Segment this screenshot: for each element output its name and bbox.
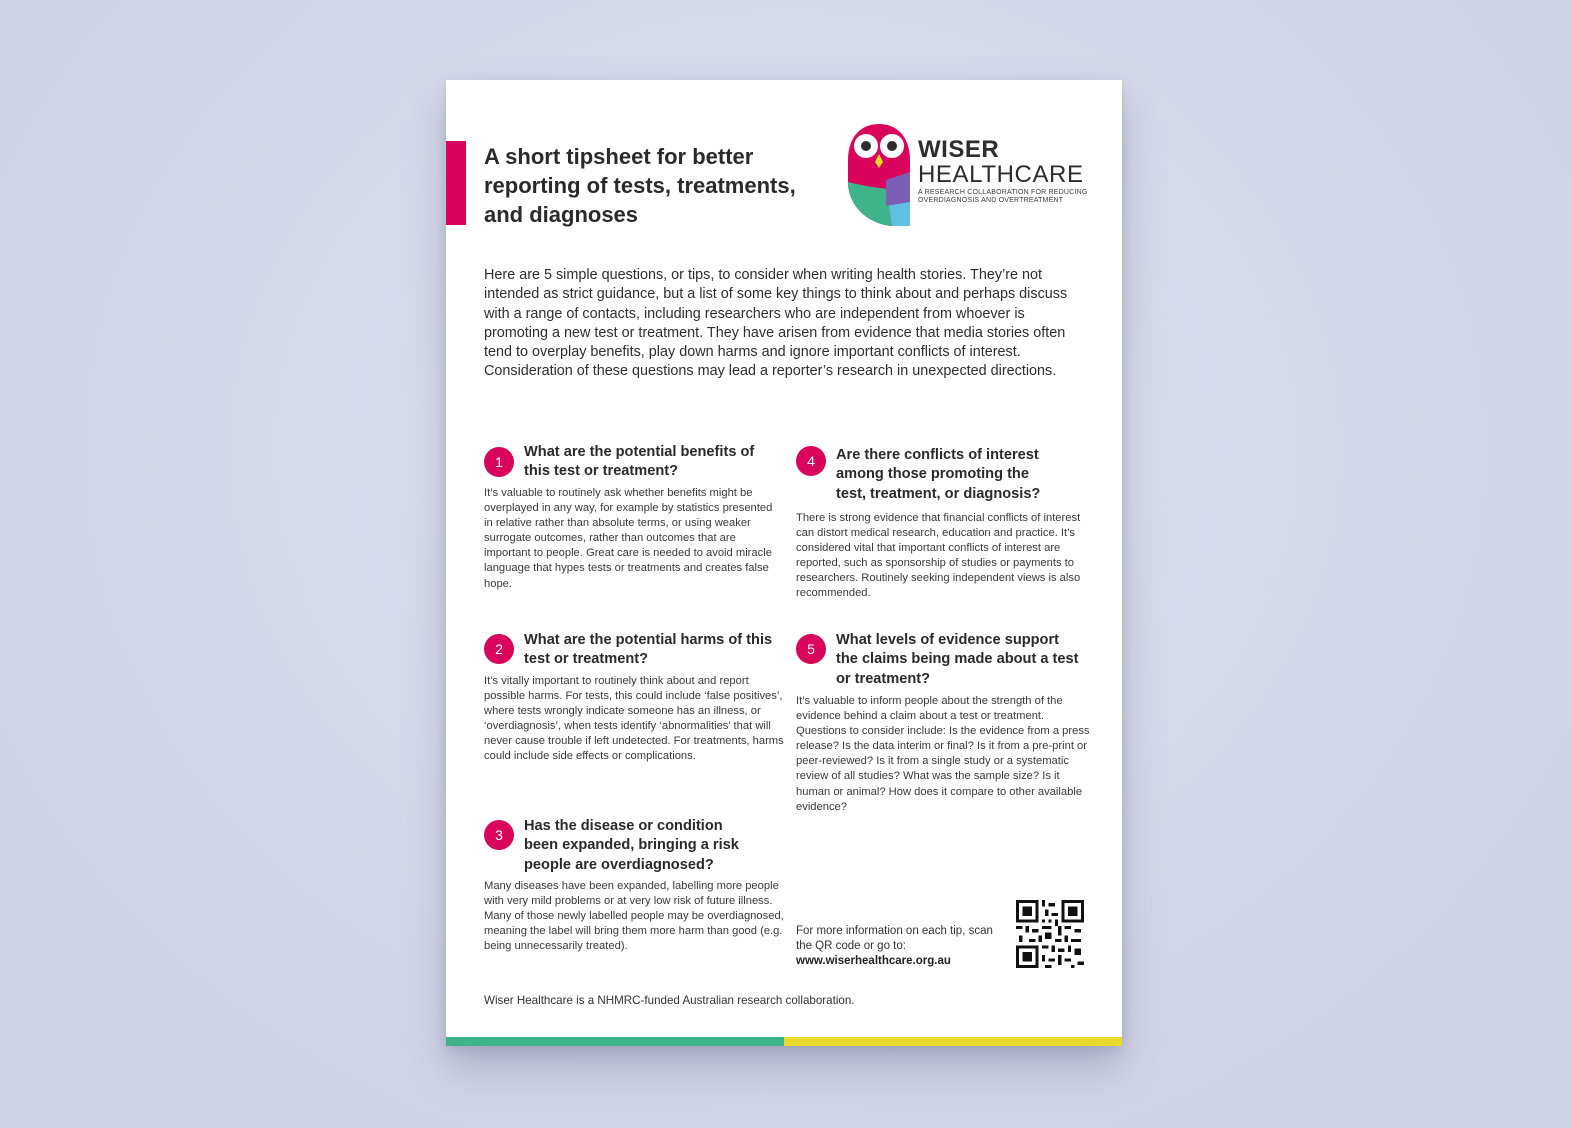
logo-wordmark-healthcare: HEALTHCARE [918, 161, 1084, 188]
tip-number-badge: 2 [484, 634, 514, 664]
logo-tagline: A RESEARCH COLLABORATION FOR REDUCING OVERDIAGNOSIS AND OVERTREATMENT [918, 189, 1088, 204]
qr-code-icon[interactable] [1016, 900, 1084, 968]
tip-heading: Has the disease or condition been expanded, bringing a risk people are overdiagnosed? [524, 818, 739, 873]
tip-heading: Are there conflicts of interest among those promoting the test, treatment, or diagnosis? [836, 447, 1041, 502]
tip-body: It’s vitally important to routinely think about and report possible harms. For tests, this could include ‘false positives’, where tests wrongly indicate someone has an illness, or ‘overdiagnosis’, when tests identify ‘abnormalities’ that will never cause trouble if left undetected. For treatments, harms could include side effects or complications. [484, 675, 784, 763]
tip-body: It’s valuable to inform people about the strength of the evidence behind a claim about a test or treatment. Questions to consider include: Is the evidence from a press release? Is the data interim or final? Is it from a pre-print or peer-reviewed? Is it from a single study or a systematic review of all studies? What was the sample size? Is it human or animal? How does it compare to other available evidence? [796, 695, 1090, 813]
tip-heading: What are the potential benefits of this test or treatment? [524, 444, 755, 480]
page-title: A short tipsheet for better reporting of tests, treatments, and diagnoses [484, 144, 796, 227]
tipsheet-page [446, 80, 1122, 1046]
stripe-green [446, 1037, 784, 1046]
owl-logo-icon [846, 120, 912, 230]
tip-heading: What are the potential harms of this test or treatment? [524, 632, 773, 668]
tip-body: There is strong evidence that financial conflicts of interest can distort medical research, education and practice. It’s considered vital that important conflicts of interest are reported, such as sponsorship of studies or payments to researchers. Routinely seeking independent views is also recommended. [796, 512, 1081, 600]
logo-wordmark-wiser: WISER [918, 136, 1000, 163]
footer-note: Wiser Healthcare is a NHMRC-funded Australian research collaboration. [484, 994, 855, 1007]
stripe-yellow [784, 1037, 1122, 1046]
tip-number-badge: 3 [484, 820, 514, 850]
intro-paragraph: Here are 5 simple questions, or tips, to consider when writing health stories. They’re not intended as strict guidance, but a list of some key things to think about and perhaps discuss with a range of contacts, including researchers who are independent from whoever is promoting a new test or treatment. They have arisen from evidence that media stories often tend to overplay benefits, play down harms and ignore important conflicts of interest. Consideration of these questions may lead a reporter’s research in unexpected directions. [484, 267, 1068, 380]
more-info [796, 924, 996, 970]
tip-number-badge: 5 [796, 634, 826, 664]
title-accent-bar [446, 141, 466, 225]
website-link[interactable]: www.wiserhealthcare.org.au [796, 955, 951, 968]
wiser-healthcare-logo [846, 120, 1096, 230]
tip-body: It’s valuable to routinely ask whether benefits might be overplayed in any way, for example by statistics presented in relative rather than absolute terms, or using weaker surrogate outcomes, rather than outcomes that are important to people. Great care is needed to avoid miracle language that hypes tests or treatments and creates false hope. [484, 487, 773, 590]
tip-body: Many diseases have been expanded, labelling more people with very mild problems or at very low risk of future illness. Many of those newly labelled people may be overdiagnosed, meaning the label will bring them more harm than good (e.g. being unnecessarily treated). [484, 880, 784, 953]
tip-heading: What levels of evidence support the claims being made about a test or treatment? [836, 632, 1079, 687]
bottom-color-stripe [446, 1037, 1122, 1046]
tip-number-badge: 4 [796, 446, 826, 476]
more-info-text: For more information on each tip, scan the QR code or go to: [796, 925, 993, 953]
tip-number-badge: 1 [484, 447, 514, 477]
